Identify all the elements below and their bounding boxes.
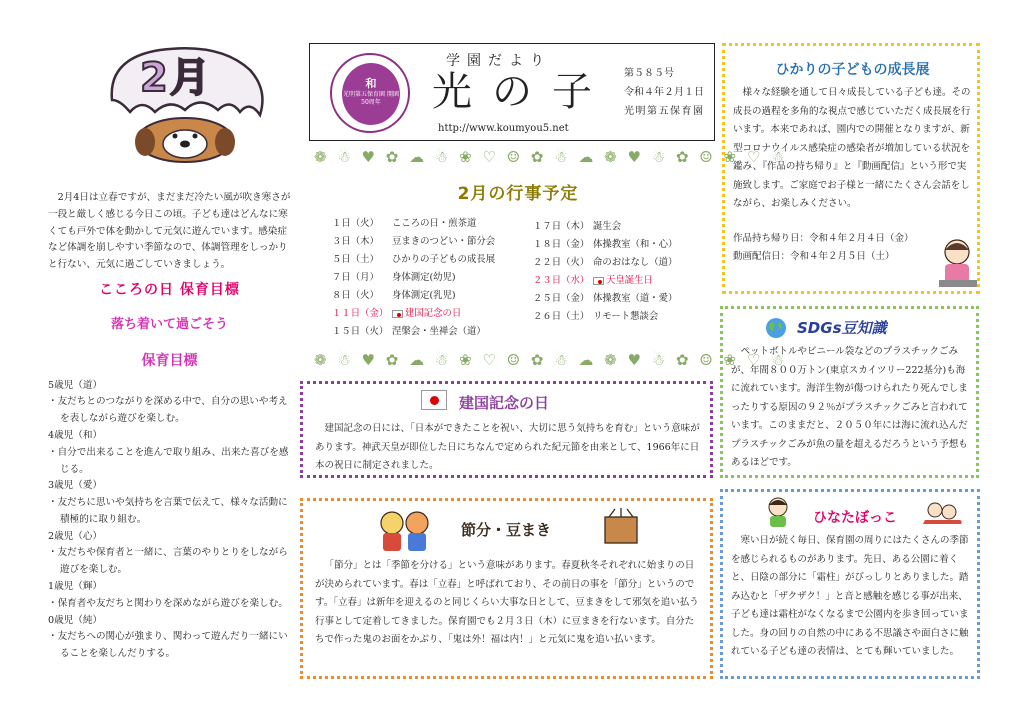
event-name: 建国記念の日 bbox=[405, 308, 462, 319]
newsletter-subtitle: 学園だより bbox=[446, 53, 551, 69]
event-row bbox=[332, 233, 522, 251]
event-date: １日（火） bbox=[332, 218, 379, 229]
kids-illustration-icon bbox=[375, 507, 435, 553]
goal-text: ・友だちや保育者と一緒に、言葉のやりとりをしながら遊びを楽しむ。 bbox=[48, 547, 288, 576]
goal-text: ・保育者や友だちと関わりを深めながら遊びを楽しむ。 bbox=[48, 597, 288, 609]
goal-item bbox=[48, 613, 291, 663]
event-date: １５日（火） bbox=[332, 326, 389, 337]
event-row bbox=[332, 269, 522, 287]
event-row bbox=[533, 254, 723, 272]
event-row bbox=[533, 218, 723, 236]
goal-age: 5歳児（道） bbox=[48, 379, 103, 391]
setsubun-box bbox=[300, 498, 713, 679]
event-date: ７日（月） bbox=[332, 272, 379, 283]
goal-item bbox=[48, 378, 291, 428]
goal-age: 4歳児（和） bbox=[48, 430, 103, 441]
event-name: 体操教室（道・愛） bbox=[593, 293, 678, 304]
globe-icon bbox=[765, 317, 787, 339]
goal-age: 3歳児（愛） bbox=[48, 480, 103, 492]
calm-heading: 落ち着いて過ごそう bbox=[110, 317, 228, 333]
setsubun-body: 「節分」とは「季節を分ける」という意味があります。春夏秋冬それぞれに始まりの日が決められています。春は「立春」と呼ばれており、その前日の事を「節分」というのです。「立春」は新年を迎えるのと同じくらい大事な日として、豆まきをして邪気を追い払う行事として定着してきました。保育園でも２月３日（木）に豆まきを行ないます。自分たちで作った鬼のお面をかぶり、「鬼は外！福は内！」と元気に鬼を追い払います。 bbox=[315, 560, 699, 646]
event-name: 誕生会 bbox=[593, 221, 622, 232]
national-foundation-day-title: 建国記念の日 bbox=[459, 394, 550, 412]
event-name: 体操教室（和・心） bbox=[593, 239, 678, 250]
issue-date: 令和４年２月１日 bbox=[624, 87, 704, 98]
event-row bbox=[533, 308, 723, 326]
issue-number: 第５８５号 bbox=[624, 68, 674, 79]
goal-item bbox=[48, 579, 291, 613]
emblem-inner bbox=[342, 63, 400, 125]
event-date: ５日（土） bbox=[332, 254, 379, 265]
event-row bbox=[332, 323, 522, 341]
national-foundation-day-box bbox=[300, 381, 713, 478]
newsletter-title: 光の子 bbox=[432, 69, 612, 115]
goal-text: ・自分で出来ることを進んで取り組み、出来た喜びを感じる。 bbox=[48, 446, 289, 475]
event-date: ２５日（金） bbox=[533, 293, 590, 304]
growth-exhibition-title: ひかりの子どもの成長展 bbox=[775, 62, 930, 78]
event-date: ２６日（土） bbox=[533, 311, 590, 322]
goal-item bbox=[48, 428, 291, 478]
child-icon bbox=[763, 496, 793, 528]
event-row-holiday bbox=[332, 305, 522, 323]
event-name: こころの日・煎茶道 bbox=[392, 218, 477, 229]
sdgs-box bbox=[720, 306, 979, 478]
school-name: 光明第五保育園 bbox=[624, 106, 705, 117]
sunbathing-box bbox=[720, 489, 980, 679]
goal-text: ・友だちに思いや気持ちを言葉で伝えて、様々な活動に積極的に取り組む。 bbox=[48, 497, 288, 525]
month-label: 2月 bbox=[140, 55, 212, 101]
event-name: ひかりの子どもの成長展 bbox=[392, 254, 496, 265]
website-url[interactable]: http://www.koumyou5.net bbox=[438, 123, 569, 134]
event-name: 身体測定(乳児) bbox=[392, 290, 456, 301]
growth-exhibition-box bbox=[722, 43, 980, 294]
goal-item bbox=[48, 529, 291, 579]
events-title: 2月の行事予定 bbox=[457, 184, 579, 204]
goal-item bbox=[48, 478, 291, 528]
masthead bbox=[309, 43, 715, 141]
event-row bbox=[533, 290, 723, 308]
goal-age: 0歳児（純） bbox=[48, 614, 103, 626]
setsubun-title: 節分・豆まき bbox=[461, 521, 552, 539]
event-date: １１日（金） bbox=[332, 308, 389, 319]
goal-age: 1歳児（輝） bbox=[48, 581, 103, 593]
bean-box-icon bbox=[601, 507, 641, 549]
japan-flag-icon bbox=[421, 390, 447, 410]
national-foundation-day-body: 建国記念の日には、「日本ができたことを祝い、大切に思う気持ちを育む」という意味があります。神武天皇が即位した日にちなんで定められた紀元節を由来として、1966年に日本の祝日に制定されました。 bbox=[315, 423, 700, 472]
pickup-date: 作品持ち帰り日：令和４年２月４日（金） bbox=[733, 233, 914, 244]
month-illustration bbox=[100, 40, 270, 158]
event-date: ８日（火） bbox=[332, 290, 379, 301]
event-name: 天皇誕生日 bbox=[606, 275, 653, 286]
decoration-row-top: ❁ ☃ ♥ ✿ ☁ ☃ ❀ ♡ ☺ ✿ ☃ ☁ ❁ ♥ ☃ ✿ ☺ ❀ ♡ ☃ bbox=[314, 148, 788, 166]
event-date: １７日（木） bbox=[533, 221, 590, 232]
emblem-text: 光明第五保育園 開園50周年 bbox=[343, 91, 399, 107]
emblem-char: 和 bbox=[365, 77, 377, 90]
events-list-right bbox=[533, 218, 723, 326]
event-date: １８日（金） bbox=[533, 239, 590, 250]
issue-info bbox=[624, 64, 705, 121]
event-date: ２２日（火） bbox=[533, 257, 590, 268]
goal-list bbox=[48, 378, 291, 663]
event-row-holiday bbox=[533, 272, 723, 290]
goal-text: ・友だちへの関心が強まり、関わって遊んだり一緒にいることを楽しんだりする。 bbox=[48, 631, 288, 660]
goal-age: 2歳児（心） bbox=[48, 530, 103, 542]
event-name: 命のおはなし（道） bbox=[593, 257, 678, 268]
event-date: ２３日（水） bbox=[533, 275, 590, 286]
video-date: 動画配信日：令和４年２月５日（土） bbox=[733, 251, 895, 262]
japan-flag-icon bbox=[392, 310, 403, 318]
sunbathing-body: 寒い日が続く毎日、保育園の周りにはたくさんの季節を感じられるものがあります。先日、ある公園に着くと、日陰の部分に「霜柱」がびっしりとありました。踏み込むと「ザクザク！」と音と感触を感じる事が出来、子ども達は霜柱がなくなるまで公園内を歩き回っていました。身の回りの自然の中にある不思議さや面白さに触れている子ども達の表情は、とても輝いていました。 bbox=[731, 535, 969, 658]
event-date: ３日（木） bbox=[332, 236, 379, 247]
event-name: 身体測定(幼児) bbox=[392, 272, 456, 283]
heart-day-goal-heading: こころの日 保育目標 bbox=[99, 281, 240, 298]
intro-text: 2月4日は立春ですが、まだまだ冷たい風が吹き寒さが一段と厳しく感じる今日この頃。子ども達はどんなに寒くても戸外で体を動かして元気に遊んでいます。感染症など体調を崩しやすい季節なので、体調管理をしっかりと行ない、元気に過ごしていきましょう。 bbox=[48, 192, 291, 271]
nursery-goals-heading: 保育目標 bbox=[141, 353, 198, 370]
event-row bbox=[533, 236, 723, 254]
japan-flag-icon bbox=[593, 277, 604, 285]
decoration-row-bottom: ❁ ☃ ♥ ✿ ☁ ☃ ❀ ♡ ☺ ✿ ☃ ☁ ❁ ♥ ☃ ✿ ☺ ❀ ♡ ☃ bbox=[314, 351, 788, 369]
event-name: リモート懇談会 bbox=[593, 311, 659, 322]
sdgs-title: SDGs豆知識 bbox=[797, 319, 887, 337]
event-name: 涅槃会・坐禅会（道） bbox=[392, 326, 486, 337]
growth-exhibition-body: 様々な経験を通して日々成長している子ども達。その成長の過程を多角的な視点で感じていただく成長展を行います。本来であれば、園内での開催となりますが、新型コロナウイルス感染症の感染者が増加している状況を鑑み、『作品の持ち帰り』と『動画配信』という形で実施致します。ご家庭でお子様と一緒にたくさん会話をしながら、お楽しみください。 bbox=[733, 87, 971, 210]
event-row bbox=[332, 251, 522, 269]
sled-kids-icon bbox=[921, 500, 963, 530]
event-row bbox=[332, 215, 522, 233]
goal-text: ・友だちとのつながりを深める中で、自分の思いや考えを表しながら遊びを楽しむ。 bbox=[48, 396, 288, 425]
sunbathing-title: ひなたぼっこ bbox=[813, 510, 897, 526]
school-emblem-icon bbox=[330, 53, 410, 133]
event-name: 豆まきのつどい・節分会 bbox=[392, 236, 496, 247]
event-row bbox=[332, 287, 522, 305]
sdgs-body: ペットボトルやビニール袋などのプラスチックごみが、年間８００万トン(東京スカイツリー222基分)も海に流れています。海洋生物が傷つけられたり死んでしまったりする原因の９２％がプラスチックごみと言われています。このままだと、２０５０年には海に流れ込んだプラスチックごみが魚の量を超えるだろうという予想もあるほどです。 bbox=[731, 346, 968, 469]
events-list-left bbox=[332, 215, 522, 341]
left-column bbox=[48, 40, 291, 663]
girl-illustration-icon bbox=[935, 236, 981, 290]
